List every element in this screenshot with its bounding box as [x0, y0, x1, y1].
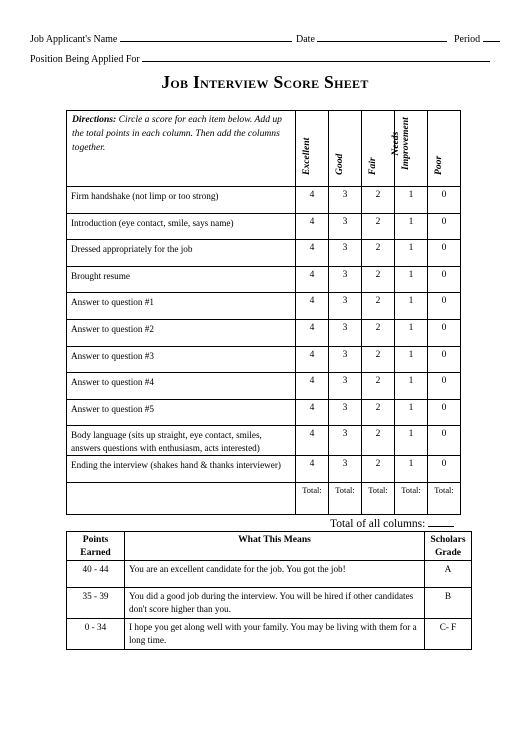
score-option[interactable]: 1 — [395, 373, 428, 400]
score-item-row — [67, 319, 461, 346]
period-line — [454, 32, 500, 45]
date-line — [296, 32, 447, 45]
period-field[interactable] — [483, 32, 500, 42]
score-option[interactable]: 0 — [428, 346, 461, 373]
score-option[interactable]: 4 — [296, 456, 329, 483]
column-poor — [428, 111, 461, 187]
page-title: Job Interview Score Sheet — [161, 72, 369, 92]
score-option[interactable]: 4 — [296, 319, 329, 346]
grading-table — [66, 531, 472, 650]
score-item-label: Body language (sits up straight, eye contact, smiles, answers questions with enthusiasm, acts interested) — [67, 426, 296, 456]
score-option[interactable]: 1 — [395, 456, 428, 483]
score-option[interactable]: 2 — [362, 187, 395, 214]
score-option[interactable]: 1 — [395, 293, 428, 320]
applicant-name-label: Job Applicant's Name — [30, 34, 118, 45]
header-line: Points — [82, 534, 109, 545]
score-option[interactable]: 3 — [329, 319, 362, 346]
total-row — [67, 482, 461, 514]
score-option[interactable]: 2 — [362, 373, 395, 400]
score-option[interactable]: 2 — [362, 213, 395, 240]
meaning-header: What This Means — [125, 532, 425, 561]
position-line — [30, 52, 490, 65]
score-option[interactable]: 1 — [395, 399, 428, 426]
score-option[interactable]: 3 — [329, 456, 362, 483]
column-label — [391, 117, 411, 170]
points-range: 0 - 34 — [67, 619, 125, 650]
score-option[interactable]: 3 — [329, 346, 362, 373]
score-item-label: Ending the interview (shakes hand & thanks interviewer) — [67, 456, 296, 483]
column-good — [329, 111, 362, 187]
score-item-label: Answer to question #4 — [67, 373, 296, 400]
score-item-row — [67, 213, 461, 240]
date-field[interactable] — [317, 32, 447, 42]
grade-value: A — [425, 561, 472, 588]
grade-header — [425, 532, 472, 561]
score-option[interactable]: 0 — [428, 426, 461, 456]
total-all-label: Total of all columns: — [330, 518, 426, 530]
score-item-label: Introduction (eye contact, smile, says name) — [67, 213, 296, 240]
column-label-line: Needs — [390, 131, 401, 156]
score-option[interactable]: 0 — [428, 266, 461, 293]
score-option[interactable]: 2 — [362, 346, 395, 373]
position-label: Position Being Applied For — [30, 54, 140, 65]
score-option[interactable]: 0 — [428, 213, 461, 240]
header-line: Scholars — [430, 534, 466, 545]
score-option[interactable]: 0 — [428, 456, 461, 483]
score-item-label: Answer to question #3 — [67, 346, 296, 373]
score-option[interactable]: 1 — [395, 187, 428, 214]
points-range: 35 - 39 — [67, 588, 125, 619]
score-item-label: Answer to question #2 — [67, 319, 296, 346]
column-label: Good — [334, 153, 345, 175]
score-item-row — [67, 293, 461, 320]
header-line: Grade — [434, 547, 462, 558]
score-option[interactable]: 4 — [296, 213, 329, 240]
score-item-row — [67, 266, 461, 293]
meaning-text: You are an excellent candidate for the job. You got the job! — [125, 561, 425, 588]
score-option[interactable]: 2 — [362, 240, 395, 267]
score-option[interactable]: 1 — [395, 240, 428, 267]
score-option[interactable]: 0 — [428, 240, 461, 267]
date-label: Date — [296, 34, 315, 45]
total-cell[interactable]: Total: — [428, 482, 461, 514]
score-option[interactable]: 0 — [428, 293, 461, 320]
grade-value: B — [425, 588, 472, 619]
score-option[interactable]: 3 — [329, 373, 362, 400]
directions-cell — [67, 111, 296, 187]
grading-row — [67, 588, 472, 619]
directions-lead: Directions: — [72, 114, 117, 125]
total-cell[interactable]: Total: — [362, 482, 395, 514]
directions-text: Circle a score for each item below. Add up the total points in each column. Then add the columns together. — [72, 114, 282, 153]
score-item-row — [67, 399, 461, 426]
score-option[interactable]: 0 — [428, 319, 461, 346]
meaning-text: I hope you get along well with your family. You may be living with them for a long time. — [125, 619, 425, 650]
column-label: Fair — [367, 157, 378, 175]
score-option[interactable]: 4 — [296, 426, 329, 456]
score-item-label: Answer to question #5 — [67, 399, 296, 426]
score-item-label: Firm handshake (not limp or too strong) — [67, 187, 296, 214]
position-field[interactable] — [142, 52, 490, 62]
score-option[interactable]: 1 — [395, 266, 428, 293]
score-table-body — [67, 187, 461, 483]
score-option[interactable]: 2 — [362, 293, 395, 320]
score-option[interactable]: 0 — [428, 399, 461, 426]
score-option[interactable]: 1 — [395, 346, 428, 373]
total-cell[interactable]: Total: — [329, 482, 362, 514]
column-label-line: Improvement — [400, 117, 411, 170]
score-item-row — [67, 187, 461, 214]
header-line: Earned — [80, 547, 111, 558]
score-option[interactable]: 0 — [428, 187, 461, 214]
score-option[interactable]: 3 — [329, 293, 362, 320]
score-table — [66, 110, 461, 515]
score-option[interactable]: 1 — [395, 213, 428, 240]
score-option[interactable]: 4 — [296, 399, 329, 426]
score-item-row — [67, 240, 461, 267]
score-option[interactable]: 2 — [362, 426, 395, 456]
applicant-name-line — [30, 32, 292, 45]
total-all-columns — [330, 517, 454, 530]
grading-table-header — [67, 532, 472, 561]
grading-row — [67, 561, 472, 588]
column-needs-improvement — [390, 111, 428, 187]
score-option[interactable]: 3 — [329, 213, 362, 240]
score-option[interactable]: 4 — [296, 187, 329, 214]
score-option[interactable]: 1 — [395, 319, 428, 346]
grade-value: C- F — [425, 619, 472, 650]
score-option[interactable]: 4 — [296, 266, 329, 293]
score-option[interactable]: 3 — [329, 399, 362, 426]
score-option[interactable]: 0 — [428, 373, 461, 400]
column-excellent — [296, 111, 329, 187]
meaning-text: You did a good job during the interview. You will be hired if other candidates don't score higher than you. — [125, 588, 425, 619]
score-option[interactable]: 2 — [362, 456, 395, 483]
points-range: 40 - 44 — [67, 561, 125, 588]
column-label: Poor — [433, 155, 444, 175]
score-option[interactable]: 3 — [329, 266, 362, 293]
score-option[interactable]: 3 — [329, 426, 362, 456]
period-label: Period — [454, 34, 481, 45]
score-item-label: Brought resume — [67, 266, 296, 293]
score-option[interactable]: 4 — [296, 346, 329, 373]
score-option[interactable]: 2 — [362, 399, 395, 426]
score-option[interactable]: 4 — [296, 373, 329, 400]
score-option[interactable]: 4 — [296, 240, 329, 267]
applicant-name-field[interactable] — [120, 32, 292, 42]
total-cell[interactable]: Total: — [395, 482, 428, 514]
points-earned-header — [67, 532, 125, 561]
score-option[interactable]: 3 — [329, 187, 362, 214]
score-option[interactable]: 2 — [362, 319, 395, 346]
total-row-blank — [67, 482, 296, 514]
score-option[interactable]: 3 — [329, 240, 362, 267]
column-label: Excellent — [301, 137, 312, 175]
score-table-header — [67, 111, 461, 187]
score-option[interactable]: 4 — [296, 293, 329, 320]
score-item-label: Dressed appropriately for the job — [67, 240, 296, 267]
grading-row — [67, 619, 472, 650]
total-all-field[interactable] — [428, 517, 454, 527]
score-option[interactable]: 2 — [362, 266, 395, 293]
score-option[interactable]: 1 — [395, 426, 428, 456]
score-item-row — [67, 426, 461, 456]
score-item-row — [67, 373, 461, 400]
score-item-row — [67, 346, 461, 373]
total-cell[interactable]: Total: — [296, 482, 329, 514]
score-item-row — [67, 456, 461, 483]
score-item-label: Answer to question #1 — [67, 293, 296, 320]
